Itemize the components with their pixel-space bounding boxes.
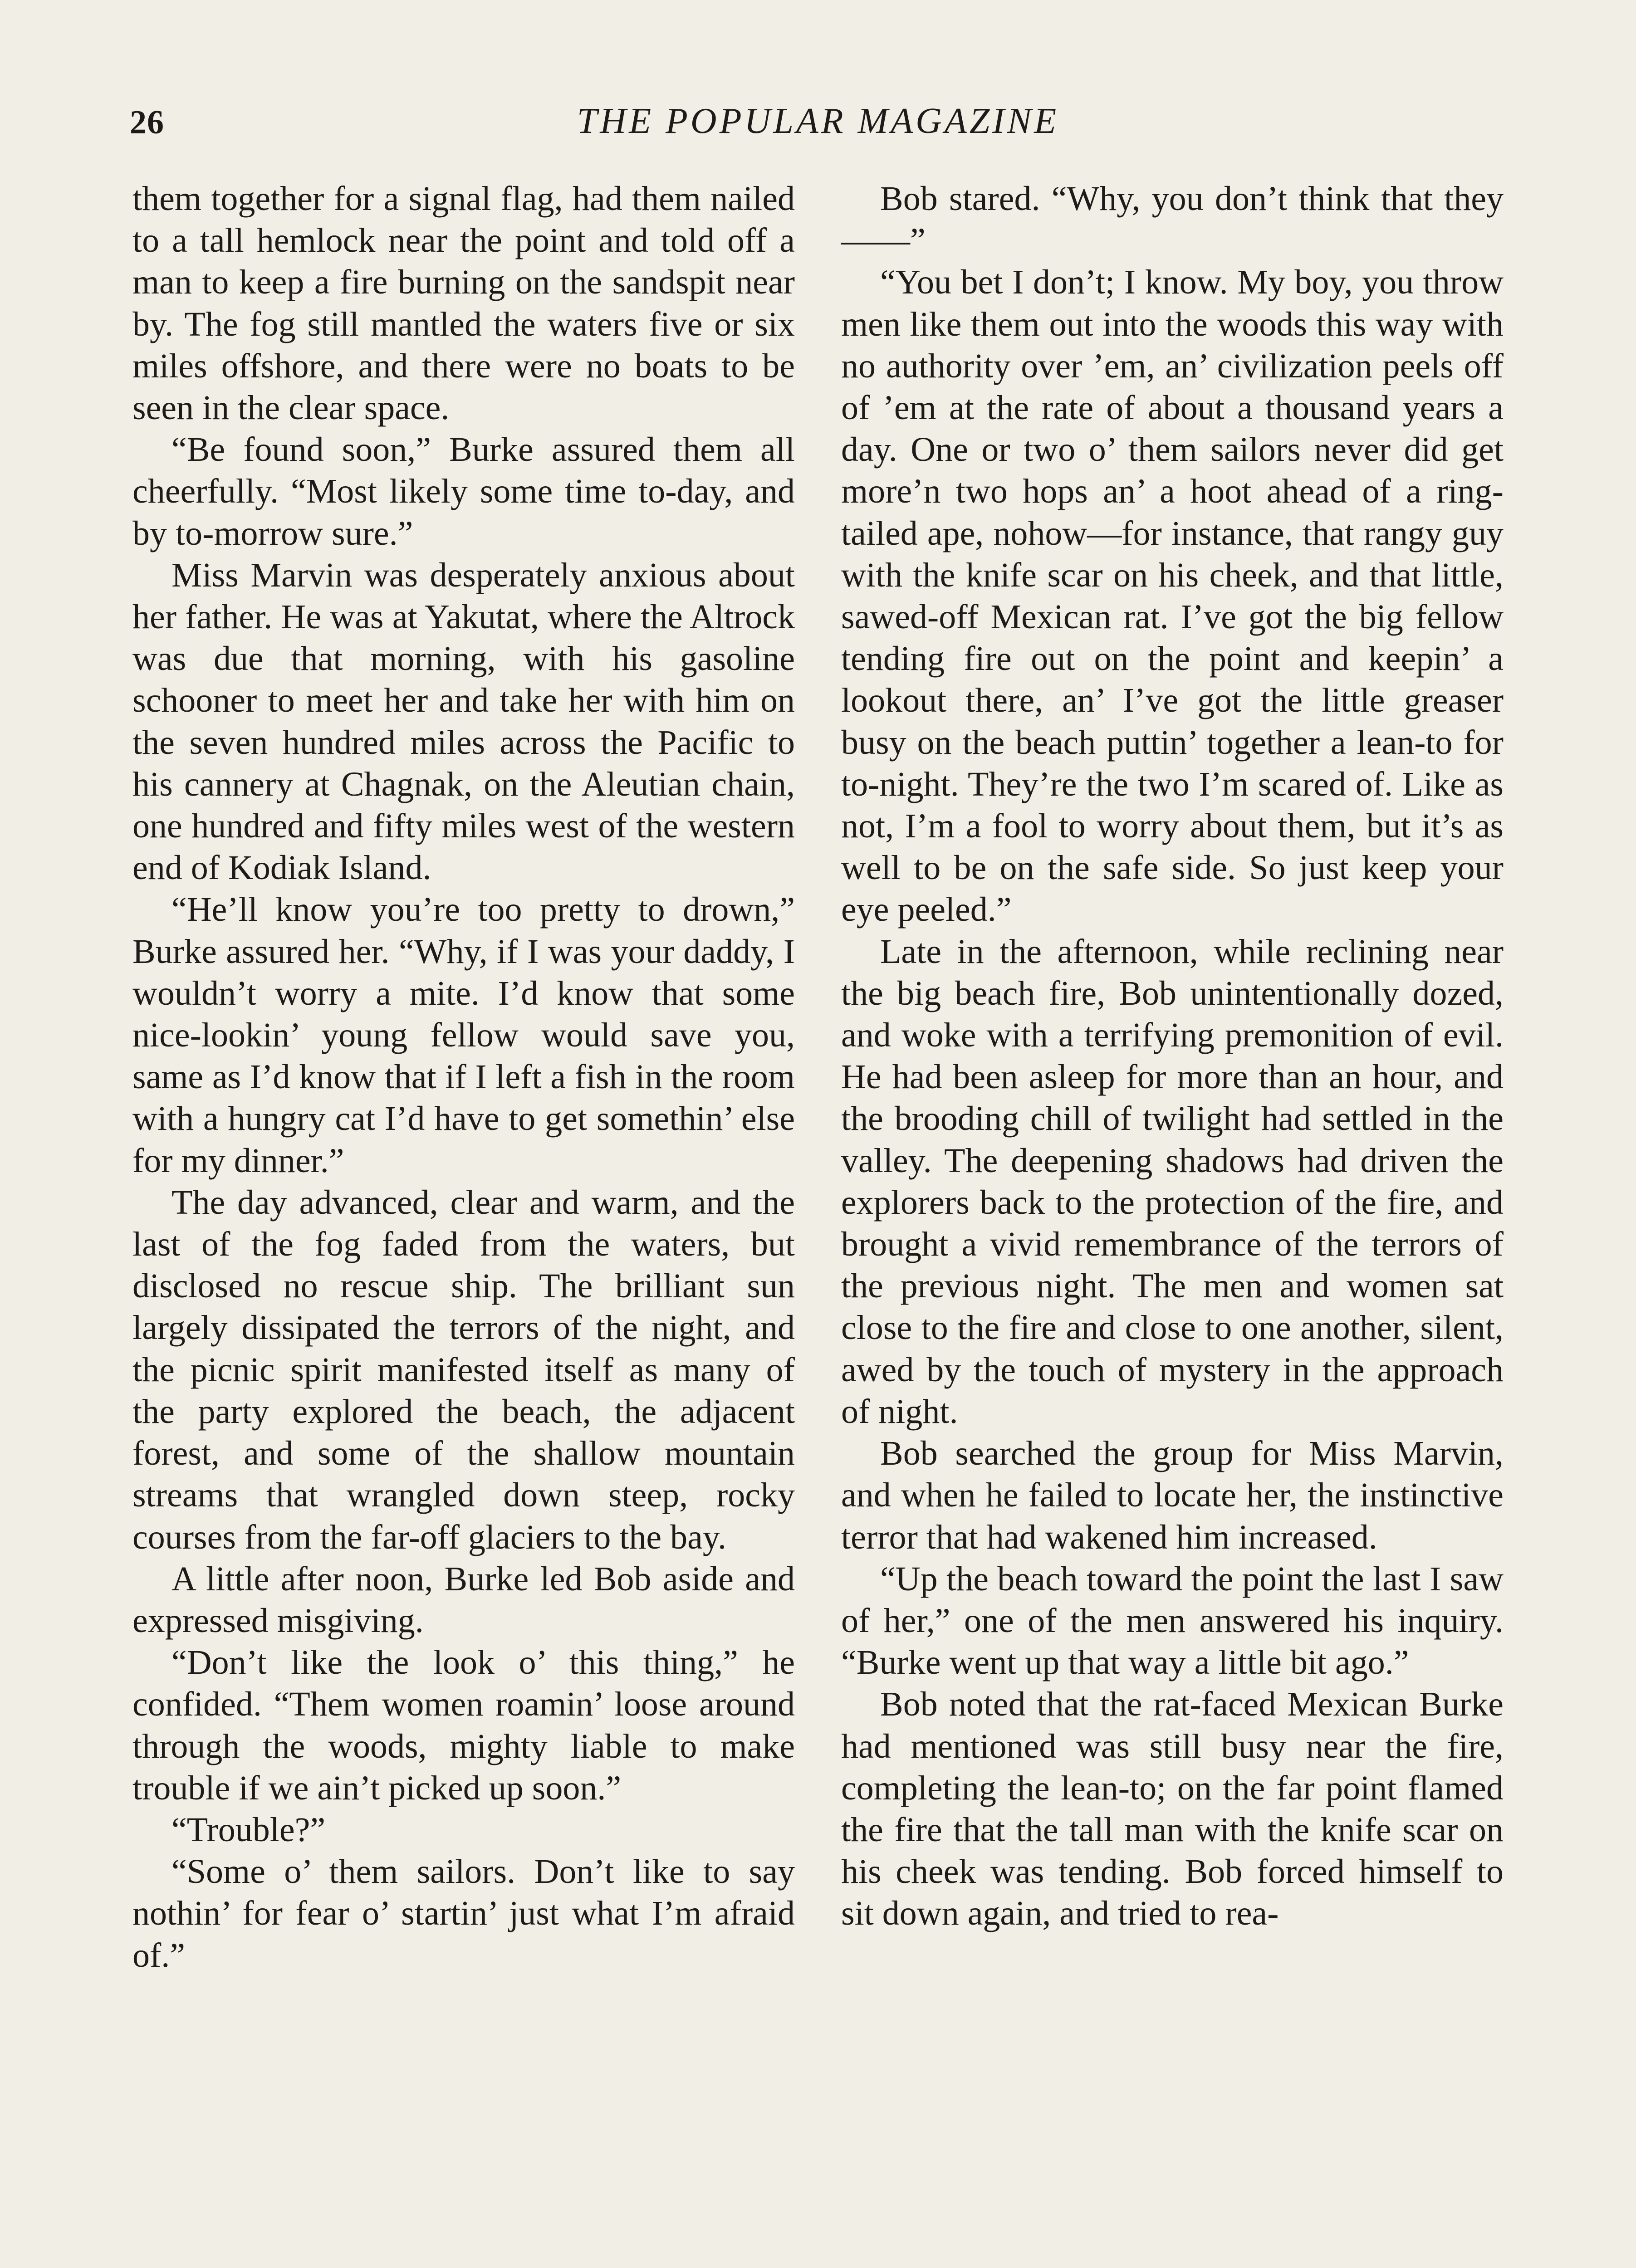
paragraph: Miss Marvin was desperately anxious about her father. He was at Yakutat, where the Altrock was due that morning, with his gasoline schooner to meet her and take her with him on the seven hundred miles across the Pacific to his cannery at Chagnak, on the Aleutian chain, one hundred and fifty miles west of the western end of Kodiak Island. <box>132 556 795 887</box>
paragraph: A little after noon, Burke led Bob aside and expressed misgiving. <box>132 1559 795 1640</box>
paragraph: Bob stared. “Why, you don’t think that they——” <box>841 180 1504 260</box>
running-title: THE POPULAR MAGAZINE <box>577 101 1059 141</box>
paragraph: Bob searched the group for Miss Marvin, and when he failed to locate her, the instinctive terror that had wakened him increased. <box>841 1434 1504 1556</box>
right-column <box>841 178 1504 1935</box>
paragraph: them together for a signal flag, had them nailed to a tall hemlock near the point and told off a man to keep a fire burning on the sandspit near by. The fog still mantled the waters five or six miles offshore, and there were no boats to be seen in the clear space. <box>132 180 795 427</box>
paragraph: Late in the afternoon, while reclining near the big beach fire, Bob unintentionally dozed, and woke with a terrifying premonition of evil. He had been asleep for more than an hour, and the brooding chill of twilight had settled in the valley. The deepening shadows had driven the explorers back to the protection of the fire, and brought a vivid remembrance of the terrors of the previous night. The men and women sat close to the fire and close to one another, silent, awed by the touch of mystery in the approach of night. <box>841 932 1504 1431</box>
paragraph: The day advanced, clear and warm, and the last of the fog faded from the waters, but disclosed no rescue ship. The brilliant sun largely dissipated the terrors of the night, and the picnic spirit manifested itself as many of the party explored the beach, the adjacent forest, and some of the shallow mountain streams that wrangled down steep, rocky courses from the far-off glaciers to the bay. <box>132 1183 795 1556</box>
paragraph: Bob noted that the rat-faced Mexican Burke had mentioned was still busy near the fire, completing the lean-to; on the far point flamed the fire that the tall man with the knife scar on his cheek was tending. Bob forced himself to sit down again, and tried to rea- <box>841 1685 1504 1933</box>
paragraph: “Some o’ them sailors. Don’t like to say nothin’ for fear o’ startin’ just what I’m afraid of.” <box>132 1853 795 1975</box>
paragraph: “Trouble?” <box>171 1810 326 1849</box>
paragraph: “He’ll know you’re too pretty to drown,” Burke assured her. “Why, if I was your daddy, I wouldn’t worry a mite. I’d know that some nice-lookin’ young fellow would save you, same as I’d know that if I left a fish in the room with a hungry cat I’d have to get somethin’ else for my dinner.” <box>132 890 795 1180</box>
paragraph: “Up the beach toward the point the last I saw of her,” one of the men answered his inquiry. “Burke went up that way a little bit ago.” <box>841 1559 1504 1682</box>
page-number: 26 <box>130 104 164 141</box>
left-column <box>132 178 795 1976</box>
paragraph: “Be found soon,” Burke assured them all cheerfully. “Most likely some time to-day, and by to-morrow sure.” <box>132 430 795 552</box>
paragraph: “You bet I don’t; I know. My boy, you throw men like them out into the woods this way with no authority over ’em, an’ civilization peels off of ’em at the rate of about a thousand years a day. One or two o’ them sailors never did get more’n two hops an’ a hoot ahead of a ring-tailed ape, nohow—for instance, that rangy guy with the knife scar on his cheek, and that little, sawed-off Mexican rat. I’ve got the big fellow tending fire out on the point and keepin’ a lookout there, an’ I’ve got the little greaser busy on the beach puttin’ together a lean-to for to-night. They’re the two I’m scared of. Like as not, I’m a fool to worry about them, but it’s as well to be on the safe side. So just keep your eye peeled.” <box>841 263 1504 929</box>
paragraph: “Don’t like the look o’ this thing,” he confided. “Them women roamin’ loose around through the woods, mighty liable to make trouble if we ain’t picked up soon.” <box>132 1643 795 1807</box>
